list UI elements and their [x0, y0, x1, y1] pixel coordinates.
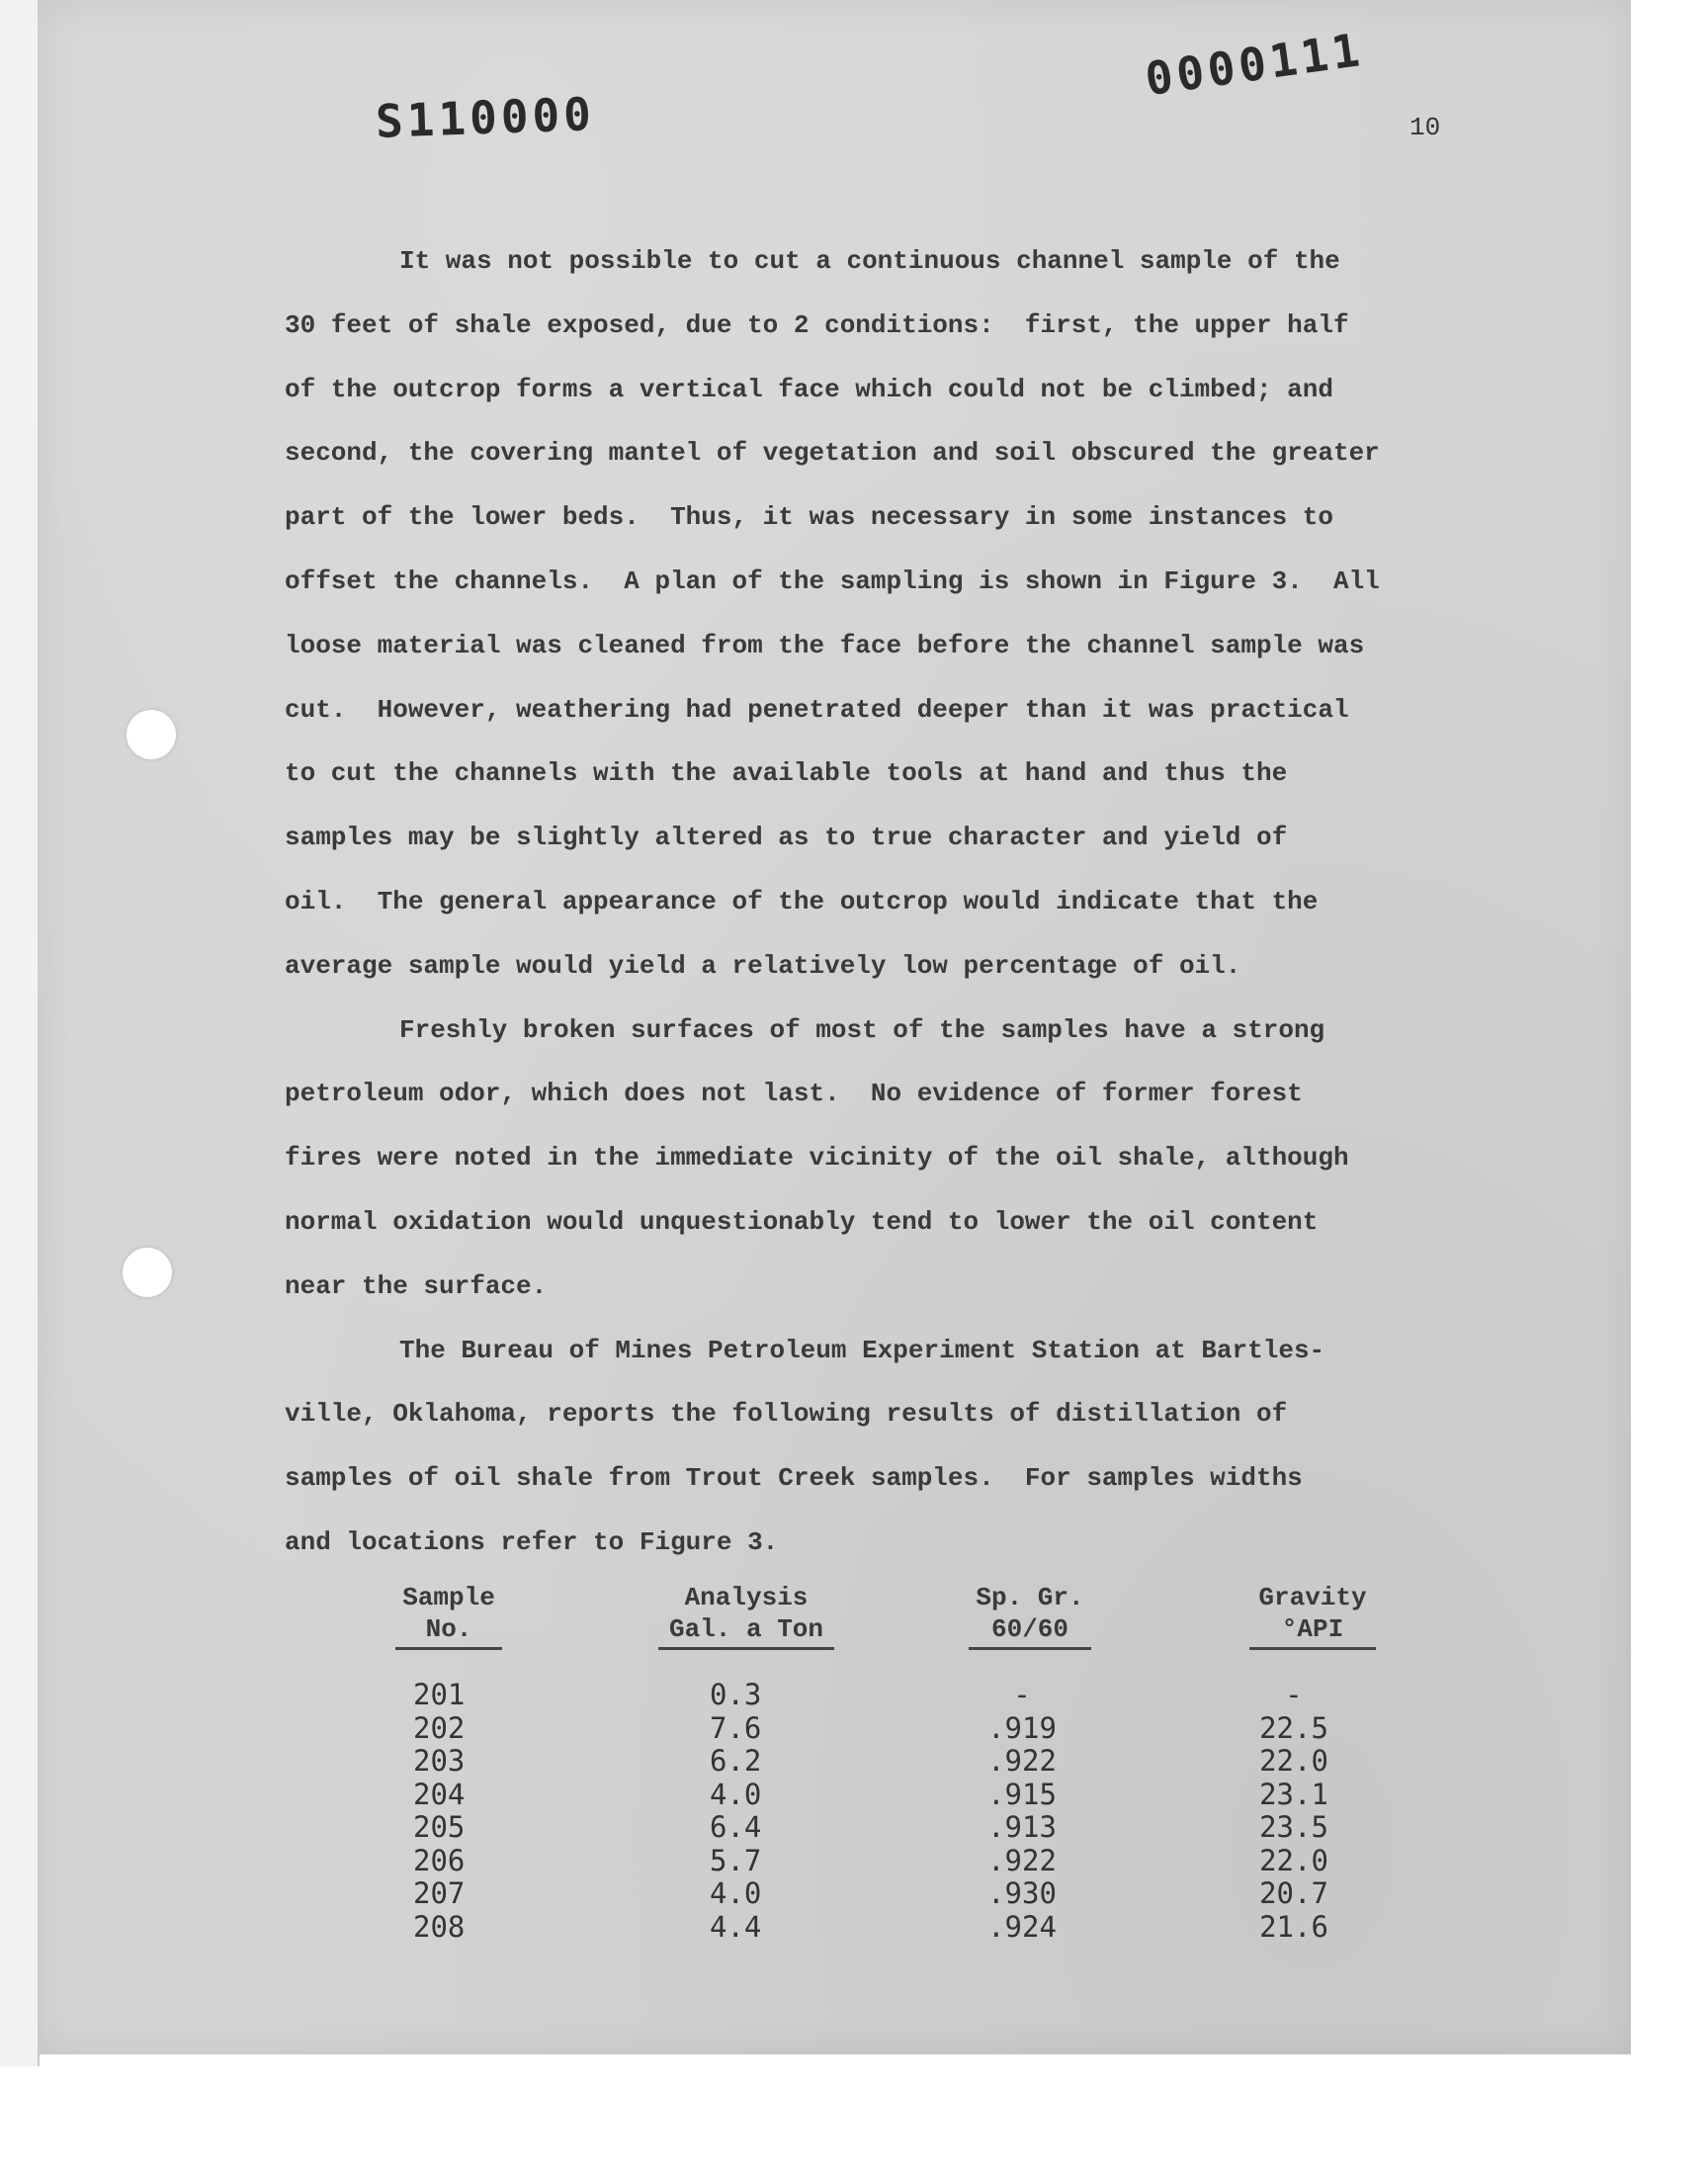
column-gravity-api — [1249, 1679, 1338, 1944]
table-cell: 206 — [413, 1843, 466, 1877]
header-sample-no — [395, 1582, 502, 1650]
text-line: samples of oil shale from Trout Creek samples. For samples widths — [285, 1463, 1303, 1494]
table-cell: .922 — [987, 1744, 1057, 1778]
text-line: loose material was cleaned from the face before the channel sample was — [285, 630, 1365, 660]
text-line: oil. The general appearance of the outcrop would indicate that the — [285, 886, 1319, 916]
table-cell: - — [1013, 1678, 1031, 1711]
punch-hole-lower — [123, 1248, 172, 1297]
text-line: near the surface. — [285, 1270, 548, 1301]
table-cell: 4.0 — [710, 1876, 762, 1910]
table-cell: - — [1285, 1678, 1303, 1711]
header-analysis — [658, 1582, 834, 1650]
table-cell: .915 — [987, 1777, 1057, 1811]
table-cell: 23.5 — [1259, 1810, 1328, 1844]
header-line: Gal. a Ton — [668, 1614, 824, 1644]
header-sp-gr — [969, 1582, 1091, 1650]
table-cell: 21.6 — [1259, 1909, 1328, 1944]
column-analysis — [710, 1679, 761, 1944]
table-cell: 23.1 — [1259, 1777, 1328, 1811]
header-gravity-api — [1249, 1582, 1376, 1650]
text-line: normal oxidation would unquestionably tend to lower the oil content — [285, 1206, 1319, 1237]
table-cell: .924 — [987, 1909, 1057, 1944]
header-line: °API — [1281, 1614, 1344, 1644]
table-cell: 201 — [413, 1678, 466, 1711]
table-cell: 22.0 — [1259, 1744, 1328, 1778]
header-line: Sample — [402, 1583, 495, 1612]
text-line: 30 feet of shale exposed, due to 2 conditions: first, the upper half — [285, 309, 1349, 340]
table-cell: 6.2 — [710, 1744, 762, 1778]
table-cell: 208 — [413, 1909, 466, 1944]
table-cell: 204 — [413, 1777, 466, 1811]
text-line: to cut the channels with the available tools at hand and thus the — [285, 758, 1288, 789]
text-line: fires were noted in the immediate vicinity of the oil shale, although — [285, 1143, 1349, 1174]
text-line: ville, Oklahoma, reports the following results of distillation of — [285, 1399, 1288, 1430]
header-line: No. — [425, 1614, 472, 1644]
table-cell: .913 — [987, 1810, 1057, 1844]
column-sample-no — [413, 1679, 465, 1944]
header-line: Analysis — [684, 1583, 809, 1612]
table-cell: 22.5 — [1259, 1710, 1328, 1745]
text-line: Freshly broken surfaces of most of the samples have a strong — [399, 1014, 1325, 1045]
text-line: cut. However, weathering had penetrated deeper than it was practical — [285, 694, 1349, 725]
text-line: second, the covering mantel of vegetation and soil obscured the greater — [285, 438, 1380, 469]
text-line: average sample would yield a relatively low percentage of oil. — [285, 950, 1241, 981]
text-line: of the outcrop forms a vertical face which could not be climbed; and — [285, 374, 1333, 404]
table-cell: 7.6 — [710, 1710, 762, 1745]
table-cell: .930 — [987, 1876, 1057, 1910]
text-line: and locations refer to Figure 3. — [285, 1526, 779, 1557]
table-cell: 20.7 — [1259, 1876, 1328, 1910]
text-line: part of the lower beds. Thus, it was necessary in some instances to — [285, 502, 1333, 533]
text-line: The Bureau of Mines Petroleum Experiment Station at Bartles- — [399, 1335, 1325, 1365]
scan-left-margin — [0, 0, 40, 2066]
table-cell: .919 — [987, 1710, 1057, 1745]
table-cell: 0.3 — [710, 1678, 762, 1711]
table-cell: 4.0 — [710, 1777, 762, 1811]
table-cell: 6.4 — [710, 1810, 762, 1844]
table-cell: .922 — [987, 1843, 1057, 1877]
document-stamp-right: 0000111 — [1142, 22, 1367, 107]
header-line: 60/60 — [990, 1614, 1068, 1644]
page-number: 10 — [1409, 113, 1441, 142]
text-line: offset the channels. A plan of the sampling is shown in Figure 3. All — [285, 566, 1380, 596]
text-line: petroleum odor, which does not last. No evidence of former forest — [285, 1079, 1303, 1109]
header-line: Sp. Gr. — [976, 1583, 1084, 1612]
text-line: It was not possible to cut a continuous channel sample of the — [399, 246, 1340, 276]
scan-bottom-margin — [0, 2066, 1708, 2175]
document-stamp-left: S110000 — [375, 87, 596, 148]
table-cell: 4.4 — [710, 1909, 762, 1944]
table-cell: 22.0 — [1259, 1843, 1328, 1877]
table-cell: 207 — [413, 1876, 466, 1910]
table-cell: 202 — [413, 1710, 466, 1745]
header-line: Gravity — [1258, 1583, 1367, 1612]
table-cell: 5.7 — [710, 1843, 762, 1877]
punch-hole-upper — [127, 710, 176, 759]
column-sp-gr — [982, 1679, 1062, 1944]
table-cell: 205 — [413, 1810, 466, 1844]
table-cell: 203 — [413, 1744, 466, 1778]
text-line: samples may be slightly altered as to true character and yield of — [285, 823, 1288, 853]
body-text — [285, 229, 1461, 1575]
